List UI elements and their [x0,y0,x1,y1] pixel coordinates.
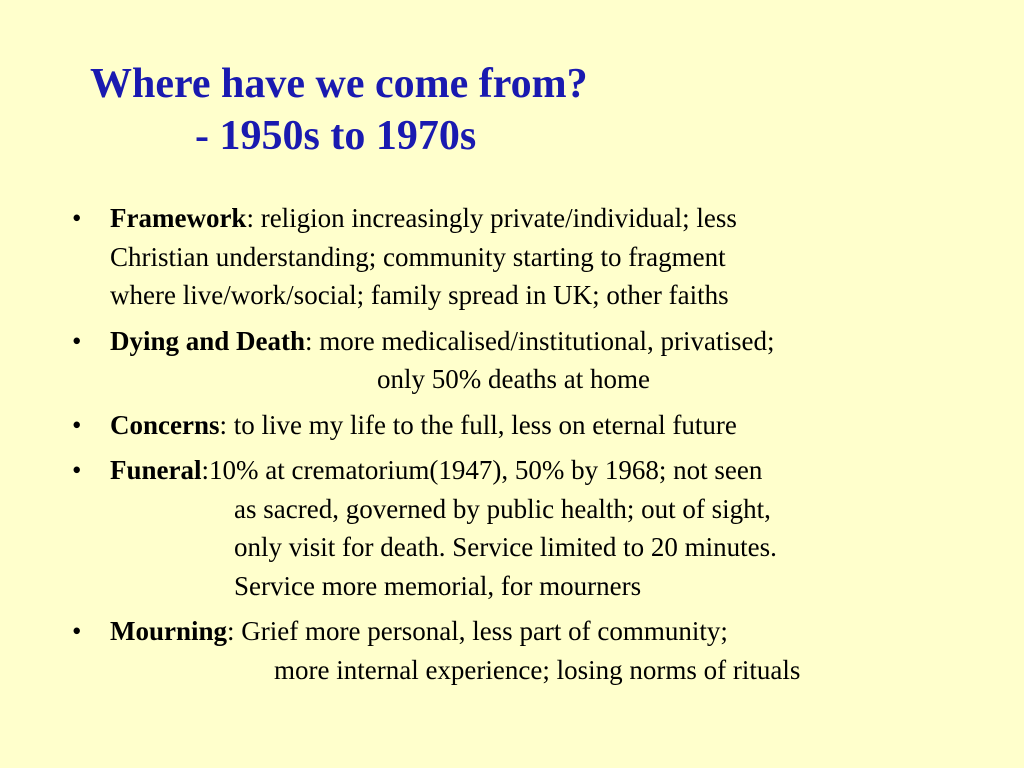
bullet-term: Dying and Death [110,325,306,356]
bullet-line: more internal experience; losing norms of rituals [274,654,801,685]
bullet-text: : Grief more personal, less part of community; [227,616,728,646]
bullet-line: as sacred, governed by public health; out of sight, [234,493,771,524]
bullet-line: only visit for death. Service limited to 20 minutes. [234,532,777,562]
bullet-term: Mourning [110,616,228,646]
bullet-line: only 50% deaths at home [377,364,650,394]
bullet-marker: • [72,203,82,233]
bullet-list [72,199,992,696]
bullet-line [110,451,992,490]
bullet-framework [72,199,992,315]
bullet-marker: • [72,616,82,646]
bullet-line [110,406,992,445]
slide-title [90,58,890,162]
bullet-text: : more medicalised/institutional, privatised; [305,325,775,356]
bullet-line [110,322,992,361]
bullet-text: : to live my life to the full, less on eternal future [219,409,737,440]
bullet-line: Service more memorial, for mourners [234,570,642,601]
bullet-line [110,612,992,651]
slide-title-line-1: Where have we come from? [90,61,588,107]
bullet-dying-and-death [72,322,992,399]
bullet-text: :10% at crematorium(1947), 50% by 1968; not seen [201,455,763,485]
bullet-marker: • [72,455,82,485]
bullet-text: : religion increasingly private/individual; less [246,203,737,233]
bullet-term: Concerns [110,409,220,440]
bullet-funeral [72,451,992,605]
bullet-marker: • [72,409,82,440]
bullet-concerns [72,406,992,445]
bullet-marker: • [72,325,82,356]
slide-title-line-2: - 1950s to 1970s [195,113,477,159]
bullet-line [110,199,992,238]
bullet-term: Framework [110,203,247,233]
bullet-line: where live/work/social; family spread in UK; other faiths [110,280,729,310]
bullet-line: Christian understanding; community starting to fragment [110,241,726,272]
bullet-mourning [72,612,992,689]
bullet-term: Funeral [110,455,202,485]
